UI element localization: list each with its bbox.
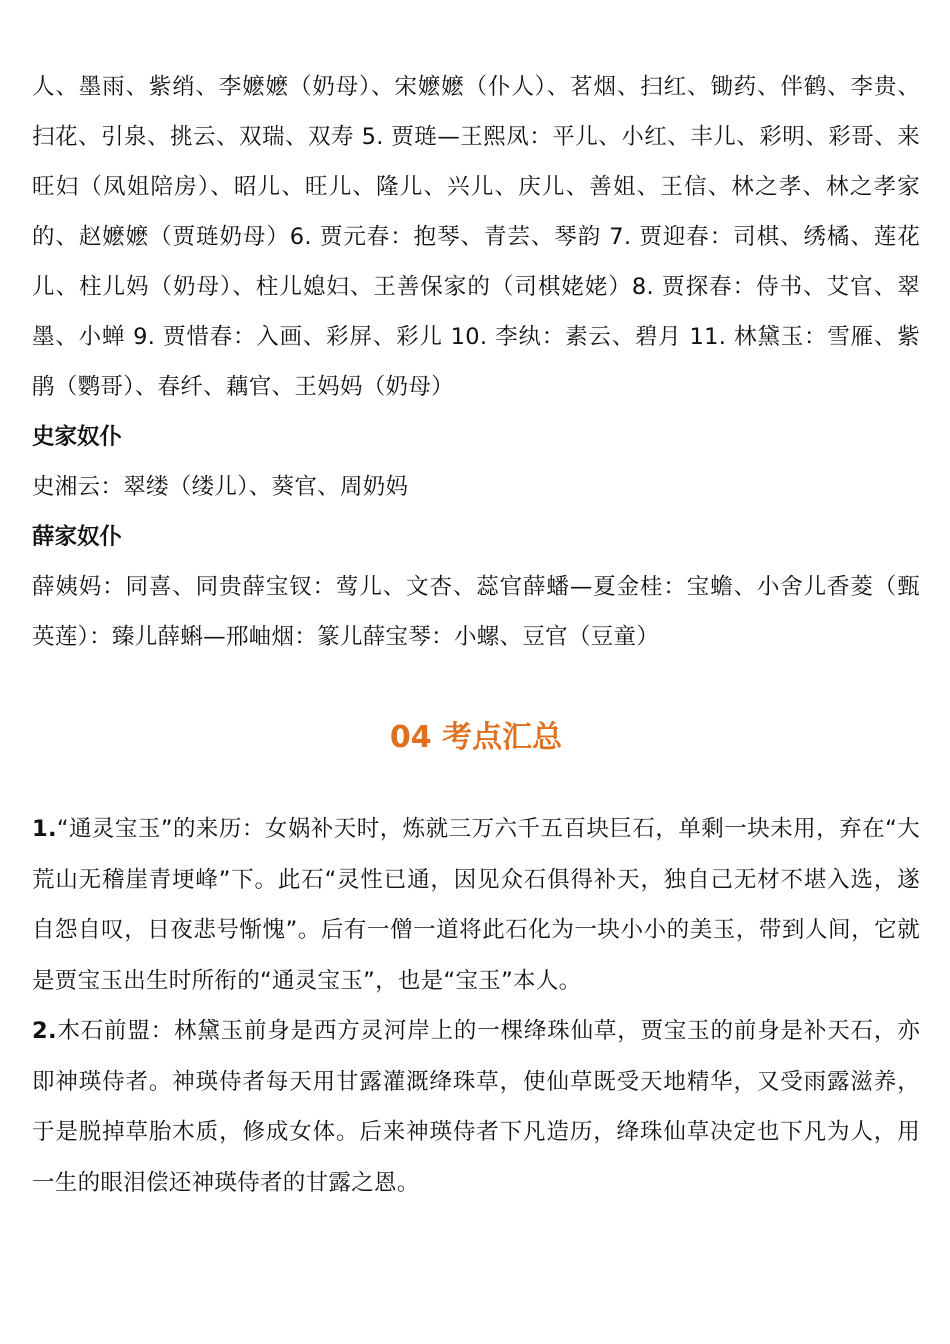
exam-point-1: [32, 804, 920, 1006]
shi-family-text: 史湘云：翠缕（缕儿）、葵官、周奶妈: [32, 474, 409, 500]
shi-family-heading: 史家奴仆: [32, 424, 123, 450]
exam-point-2: [32, 1006, 920, 1208]
exam-point-1-text: “通灵宝玉”的来历：女娲补天时，炼就三万六千五百块巨石，单剩一块未用，弃在“大荒山无稽崖青埂峰”下。此石“灵性已通，因见众石俱得补天，独自己无材不堪入选，遂自怨自叹，日夜悲号惭愧”。后有一僧一道将此石化为一块小小的美玉，带到人间，它就是贾宝玉出生时所衔的“通灵宝玉”，也是“宝玉”本人。: [32, 816, 920, 994]
exam-point-1-number: 1.: [32, 816, 57, 842]
exam-point-2-text: 木石前盟：林黛玉前身是西方灵河岸上的一棵绛珠仙草，贾宝玉的前身是补天石，亦即神瑛侍者。神瑛侍者每天用甘露灌溉绛珠草，使仙草既受天地精华，又受雨露滋养，于是脱掉草胎木质，修成女体。后来神瑛侍者下凡造历，绛珠仙草决定也下凡为人，用一生的眼泪偿还神瑛侍者的甘露之恩。: [32, 1018, 920, 1196]
xue-family-text: 薛姨妈：同喜、同贵薛宝钗：莺儿、文杏、蕊官薛蟠—夏金桂：宝蟾、小舍儿香菱（甄英莲）：臻儿薛蝌—邢岫烟：篆儿薛宝琴：小螺、豆官（豆童）: [32, 574, 920, 650]
servant-list-paragraph: 人、墨雨、紫绡、李嬷嬷（奶母）、宋嬷嬷（仆人）、茗烟、扫红、锄药、伴鹤、李贵、扫花、引泉、挑云、双瑞、双寿 5. 贾琏—王熙凤：平儿、小红、丰儿、彩明、彩哥、来旺妇（凤姐陪房）、昭儿、旺儿、隆儿、兴儿、庆儿、善姐、王信、林之孝、林之孝家的、赵嬷嬷（贾琏奶母）6. 贾元春：抱琴、青芸、琴韵 7. 贾迎春：司棋、绣橘、莲花儿、柱儿妈（奶母）、柱儿媳妇、王善保家的（司棋姥姥）8. 贾探春：侍书、艾官、翠墨、小蝉 9. 贾惜春：入画、彩屏、彩儿 10. 李纨：素云、碧月 11. 林黛玉：雪雁、紫鹃（鹦哥）、春纤、藕官、王妈妈（奶母）: [32, 74, 920, 400]
xue-family-heading: 薛家奴仆: [32, 524, 123, 550]
section-title: 04 考点汇总: [389, 720, 563, 755]
exam-point-2-number: 2.: [32, 1018, 57, 1044]
